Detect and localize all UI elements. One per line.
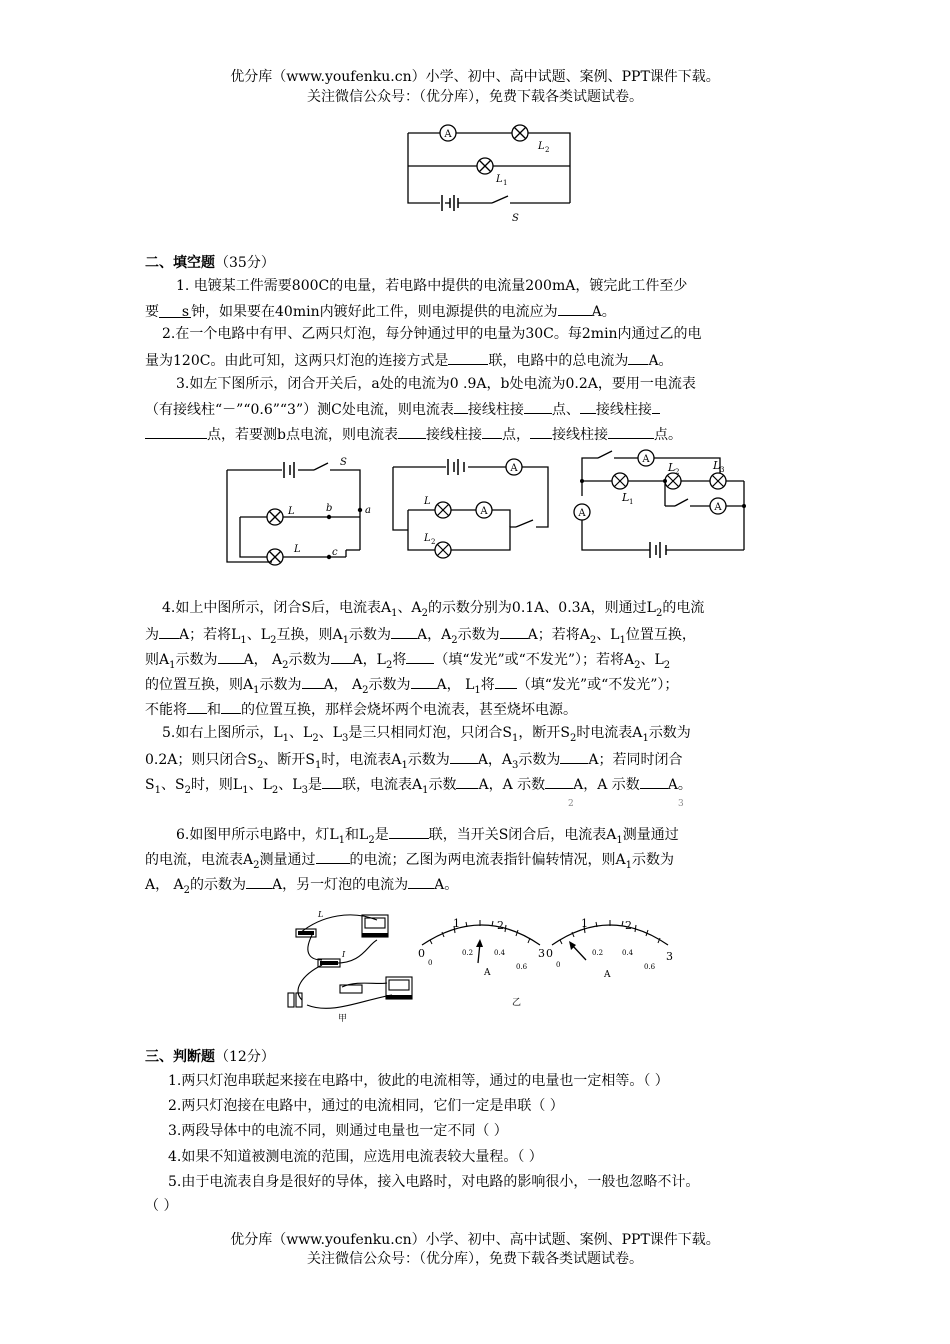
- q2-blank-2: [628, 348, 648, 365]
- q1-text-d: A。: [591, 304, 616, 320]
- q6-text: 测量通过: [622, 827, 679, 843]
- q3-blank-2: [524, 397, 552, 414]
- q5-text: 是三只相同灯泡，只闭合S: [348, 725, 512, 741]
- dial-2-minor-0: 0: [556, 961, 561, 969]
- q4-blank: [495, 672, 517, 689]
- sub: 1: [401, 759, 408, 771]
- dial-2-major-1: 1: [581, 917, 588, 930]
- q4-text: 不能将: [145, 702, 187, 718]
- sub: 2: [312, 732, 319, 744]
- q3-text-c: 接线柱接: [467, 402, 524, 418]
- q2-text-d: A。: [648, 353, 673, 369]
- q4-blank: [391, 622, 417, 639]
- sub: 2: [569, 732, 577, 744]
- mid-l2-label: L: [424, 533, 431, 544]
- q6-text: 6.如图甲所示电路中，灯L: [176, 827, 339, 843]
- q4-text: 、L: [596, 627, 620, 643]
- top-l1-sub: 1: [503, 179, 508, 187]
- q4-text: A， L: [436, 677, 475, 693]
- q5-text: 示数为: [518, 752, 561, 768]
- sub: 2: [451, 634, 458, 646]
- q5-blank: [450, 747, 478, 764]
- q3-blank-7: [482, 422, 502, 439]
- q3-blank-4: [652, 397, 660, 414]
- q2-line-2: [145, 348, 673, 372]
- section-3-title: 三、判断题: [145, 1049, 215, 1065]
- dial-2-major-3: 3: [666, 950, 673, 963]
- q6-blank: [316, 847, 350, 864]
- left-point-b: b: [326, 503, 333, 514]
- mid-l1-label: L: [424, 496, 431, 507]
- sub: 1: [169, 659, 176, 671]
- circuit-figure-middle: [388, 452, 556, 574]
- q4-text: 的示数分别为0.1A、0.3A，则通过L: [427, 600, 656, 616]
- sub: 1: [253, 684, 260, 696]
- q5-line-1: [162, 722, 691, 750]
- tf-item-5: 5.由于电流表自身是很好的导体，接入电路时，对电路的影响很小，一般也忽略不计。: [168, 1174, 700, 1190]
- right-ammeter-a3-label: A: [714, 502, 722, 513]
- q1-blank-2: [558, 299, 592, 316]
- dial-2-major-0: 0: [546, 947, 553, 960]
- q1-line-1: 1. 电镀某工件需要800C的电量，若电路中提供的电流量200mA，镀完此工件至少: [176, 278, 688, 294]
- q5-line-3: [145, 772, 692, 802]
- section-2-title: 二、填空题: [145, 255, 215, 271]
- q6-text: A，另一灯泡的电流为: [272, 877, 409, 893]
- q5-text: A。: [667, 777, 692, 793]
- q4-blank: [302, 672, 324, 689]
- q6-blank: [246, 872, 272, 889]
- sub: 1: [511, 732, 519, 744]
- q4-text: 的位置互换，那样会烧坏两个电流表，甚至烧坏电源。: [241, 702, 577, 718]
- sub: 1: [240, 634, 247, 646]
- dial-1-major-1: 1: [453, 917, 460, 930]
- q4-text: A；若将L: [179, 627, 241, 643]
- q4-text: 、A: [397, 600, 422, 616]
- dial-1-minor-2: 0.4: [494, 949, 506, 957]
- sub: 1: [642, 732, 649, 744]
- sub: 2: [385, 659, 393, 671]
- q4-line-5: [145, 697, 577, 721]
- sub: 1: [616, 834, 623, 846]
- q4-text: 的位置互换，则A: [145, 677, 254, 693]
- top-l2-label: L: [538, 141, 545, 152]
- mid-ammeter-1-label: A: [510, 463, 518, 474]
- q1-blank-1-value: s: [181, 304, 189, 320]
- q5-text: 、断开S: [263, 752, 315, 768]
- circuit-figure-left: [222, 452, 377, 574]
- sub: 1: [338, 834, 346, 846]
- q4-text: A， A: [243, 652, 283, 668]
- mid-ammeter-2-label: A: [480, 506, 488, 517]
- q5-text: 、L: [318, 725, 342, 741]
- q5-stray-sub-3: 3: [678, 799, 684, 809]
- q3-line-2: [145, 397, 660, 421]
- q5-blank: [560, 747, 588, 764]
- q5-text: 示数为: [407, 752, 450, 768]
- dial-1-minor-1: 0.2: [462, 949, 474, 957]
- q6-text: 联，当开关S闭合后，电流表A: [428, 827, 617, 843]
- q6-text: 的电流，电流表A: [145, 852, 254, 868]
- top-ammeter-label: A: [444, 129, 452, 140]
- dial-1-major-3: 3: [538, 947, 545, 960]
- q5-blank: [640, 772, 668, 789]
- q6-text: 示数为: [631, 852, 674, 868]
- dial-1-unit: A: [484, 968, 491, 978]
- q3-blank-5: [145, 422, 207, 439]
- q4-text: 和: [207, 702, 221, 718]
- q6-text: 和L: [345, 827, 369, 843]
- q3-text-f: 点，若要测b点电流，则电流表: [207, 427, 398, 443]
- right-l2-sub: 2: [675, 468, 680, 476]
- q4-text: 示数为: [288, 652, 331, 668]
- top-switch-label: S: [512, 213, 519, 224]
- dial-2-minor-1: 0.2: [592, 949, 604, 957]
- q4-blank: [218, 647, 244, 664]
- q3-blank-3: [580, 397, 596, 414]
- q3-blank-1: [454, 397, 468, 414]
- q4-text: （填“发光”或“不发光”）；: [516, 677, 679, 693]
- q5-text: 、L: [289, 725, 313, 741]
- q3-text-e: 接线柱接: [595, 402, 652, 418]
- q4-text: 则A: [145, 652, 170, 668]
- q4-text: 将: [392, 652, 407, 668]
- q5-text: 、L: [278, 777, 302, 793]
- sub: 2: [184, 784, 191, 796]
- q5-text: 联，电流表A: [341, 777, 423, 793]
- q4-text: 、L: [246, 627, 271, 643]
- tf-item-2: 2.两只灯泡接在电路中，通过的电流相同，它们一定是串联（ ）: [168, 1098, 564, 1114]
- sub: 2: [634, 659, 641, 671]
- q5-text: 示数为: [648, 725, 691, 741]
- q5-text: 时，电流表A: [321, 752, 402, 768]
- header-line-2: 关注微信公众号：（优分库），免费下载各类试题试卷。: [307, 89, 643, 105]
- dial-2-minor-2: 0.4: [622, 949, 634, 957]
- q3-text-h: 点，: [501, 427, 530, 443]
- q5-text: A；若同时闭合: [588, 752, 683, 768]
- q5-text: A，A 示数: [573, 777, 640, 793]
- q5-text: S: [145, 777, 155, 793]
- right-l2-label: L: [668, 461, 676, 474]
- top-l2-sub: 2: [545, 146, 550, 154]
- sub: 2: [663, 659, 671, 671]
- q3-blank-9: [608, 422, 654, 439]
- q1-text-b: 要: [145, 304, 159, 320]
- q6-blank: [408, 872, 434, 889]
- q2-text-b: 量为120C。由此可知，这两只灯泡的连接方式是: [145, 353, 449, 369]
- section-2-points: （35分）: [215, 255, 275, 271]
- dial-2-needle: [572, 945, 586, 960]
- sub: 2: [256, 759, 264, 771]
- sub: 1: [314, 759, 322, 771]
- circuit-figure-top: [400, 118, 590, 228]
- q5-text: 是: [307, 777, 322, 793]
- q6-text: 的示数为: [190, 877, 247, 893]
- q3-text-j: 点。: [653, 427, 682, 443]
- q4-blank: [406, 647, 434, 664]
- sub: 2: [253, 859, 260, 871]
- q5-text: 0.2A；则只闭合S: [145, 752, 257, 768]
- q4-text: 互换，则A: [276, 627, 343, 643]
- sub: 2: [655, 607, 663, 619]
- q2-line-1: 2.在一个电路中有甲、乙两只灯泡，每分钟通过甲的电量为30C。每2min内通过乙的电: [162, 326, 702, 342]
- q6-text: A， A: [145, 877, 184, 893]
- q4-line-1: [162, 597, 704, 625]
- section-3-points: （12分）: [215, 1049, 275, 1065]
- q5-text: A，A: [477, 752, 513, 768]
- sub: 2: [282, 659, 289, 671]
- sub: 3: [512, 759, 519, 771]
- sub: 1: [342, 634, 349, 646]
- q4-text: 的电流: [662, 600, 705, 616]
- right-ammeter-a2-label: A: [642, 454, 650, 465]
- q5-text: 时电流表A: [576, 725, 643, 741]
- q4-text: 示数为: [368, 677, 411, 693]
- sub: 1: [619, 634, 626, 646]
- sub: 2: [271, 784, 279, 796]
- section-3-heading: [145, 1046, 275, 1068]
- left-point-c: c: [332, 547, 338, 558]
- dial-1-major-0: 0: [418, 947, 425, 960]
- sub: 1: [154, 784, 161, 796]
- q4-text: A， A: [323, 677, 363, 693]
- q4-text: 4.如上中图所示，闭合S后，电流表A: [162, 600, 392, 616]
- q4-text: （填“发光”或“不发光”）；若将A: [434, 652, 635, 668]
- tf-item-5-bracket: （ ）: [145, 1198, 178, 1214]
- right-ammeter-a1-label: A: [578, 508, 586, 519]
- q5-text: 示数: [428, 777, 457, 793]
- q5-text: 、L: [248, 777, 272, 793]
- q3-text-b: （有接线柱“－”“0.6”“3”）测C处电流，则电流表: [145, 402, 454, 418]
- q6-blank: [389, 822, 429, 839]
- sub: 2: [183, 884, 191, 896]
- q4-blank: [187, 697, 207, 714]
- circuit-figure-right: [570, 446, 750, 560]
- tf-item-4: 4.如果不知道被测电流的范围，应选用电流表较大量程。（ ）: [168, 1149, 543, 1165]
- left-l-top-label: L: [288, 506, 295, 517]
- section-2-heading: [145, 252, 275, 274]
- sub: 2: [589, 634, 597, 646]
- jia-caption: 甲: [338, 1014, 348, 1024]
- dial-1-major-2: 2: [497, 919, 504, 932]
- dial-1-minor-0: 0: [428, 959, 433, 967]
- sub: 1: [242, 784, 249, 796]
- dial-2-minor-3: 0.6: [644, 963, 656, 971]
- yi-caption: 乙: [512, 998, 522, 1008]
- q4-text: A，L: [352, 652, 386, 668]
- q4-blank: [331, 647, 353, 664]
- jia-l-label: L: [318, 910, 324, 919]
- q3-line-3: [145, 422, 682, 446]
- tf-item-1: 1.两只灯泡串联起来接在电路中，彼此的电流相等，通过的电量也一定相等。（ ）: [168, 1073, 669, 1089]
- q5-text: 、S: [160, 777, 185, 793]
- header-line-1: 优分库（www.youfenku.cn）小学、初中、高中试题、案例、PPT课件下载。: [230, 69, 720, 85]
- q4-blank: [159, 622, 179, 639]
- q5-blank: [322, 772, 342, 789]
- sub: 3: [301, 784, 308, 796]
- q4-text: A；若将A: [527, 627, 590, 643]
- q5-blank: [545, 772, 573, 789]
- sub: 2: [362, 684, 369, 696]
- q4-text: 、L: [640, 652, 664, 668]
- footer-line-1: 优分库（www.youfenku.cn）小学、初中、高中试题、案例、PPT课件下载。: [230, 1232, 720, 1248]
- q4-text: 示数为: [259, 677, 302, 693]
- q4-text: 示数为: [457, 627, 500, 643]
- dial-2-major-2: 2: [625, 919, 632, 932]
- q3-line-1: 3.如左下图所示，闭合开关后，a处的电流为0 .9A，b处电流为0.2A，要用一电流表: [176, 376, 696, 392]
- q3-text-g: 接线柱接: [425, 427, 482, 443]
- q6-line-3: [145, 872, 458, 902]
- q6-text: 的电流；乙图为两电流表指针偏转情况，则A: [349, 852, 626, 868]
- sub: 2: [368, 834, 375, 846]
- q5-text: 5.如右上图所示，L: [162, 725, 283, 741]
- q4-text: 位置互换，: [625, 627, 696, 643]
- sub: 1: [625, 859, 632, 871]
- q5-text: ，断开S: [518, 725, 570, 741]
- q5-stray-sub-2: 2: [568, 799, 574, 809]
- right-l1-sub: 1: [629, 498, 634, 506]
- q3-blank-6: [398, 422, 426, 439]
- q5-text: A，A 示数: [478, 777, 546, 793]
- q4-blank: [500, 622, 528, 639]
- sub: 1: [474, 684, 481, 696]
- dial-2-unit: A: [604, 970, 611, 980]
- sub: 2: [270, 634, 277, 646]
- q1-blank-1: [159, 301, 191, 318]
- q3-blank-8: [530, 422, 552, 439]
- q2-text-c: 联，电路中的总电流为: [488, 353, 629, 369]
- right-l3-label: L: [713, 459, 721, 472]
- left-switch-label: S: [340, 457, 347, 468]
- q4-text: 将: [480, 677, 495, 693]
- q6-text: 测量通过: [259, 852, 316, 868]
- q1-text-c: 钟，如果要在40min内镀好此工件，则电源提供的电流应为: [191, 304, 558, 320]
- sub: 1: [422, 784, 429, 796]
- right-l1-label: L: [622, 491, 630, 504]
- left-l-bot-label: L: [294, 544, 301, 555]
- q4-text: 示数为: [175, 652, 218, 668]
- q4-blank: [411, 672, 437, 689]
- dial-1-minor-3: 0.6: [516, 963, 528, 971]
- q2-blank-1: [448, 348, 488, 365]
- right-l3-sub: 3: [720, 466, 725, 474]
- q4-blank: [221, 697, 241, 714]
- q3-text-i: 接线柱接: [551, 427, 608, 443]
- left-point-a: a: [365, 505, 371, 516]
- footer-line-2: 关注微信公众号：（优分库），免费下载各类试题试卷。: [307, 1251, 643, 1267]
- q5-blank: [456, 772, 478, 789]
- q5-text: 时，则L: [190, 777, 243, 793]
- q4-text: 为: [145, 627, 159, 643]
- ammeter-figure: [282, 905, 682, 1023]
- mid-l2-sub: 2: [431, 538, 436, 546]
- q6-text: 是: [374, 827, 389, 843]
- tf-item-3: 3.两段导体中的电流不同，则通过电量也一定不同（ ）: [168, 1123, 508, 1139]
- q4-text: 示数为: [348, 627, 391, 643]
- top-l1-label: L: [496, 174, 503, 185]
- q3-text-d: 点、: [551, 402, 580, 418]
- jia-i-label: I: [342, 950, 346, 959]
- q1-line-2: [145, 299, 616, 323]
- sub: 3: [342, 732, 349, 744]
- sub: 2: [421, 607, 428, 619]
- sub: 1: [391, 607, 398, 619]
- sub: 1: [282, 732, 290, 744]
- q4-text: A，A: [416, 627, 452, 643]
- q6-text: A。: [434, 877, 459, 893]
